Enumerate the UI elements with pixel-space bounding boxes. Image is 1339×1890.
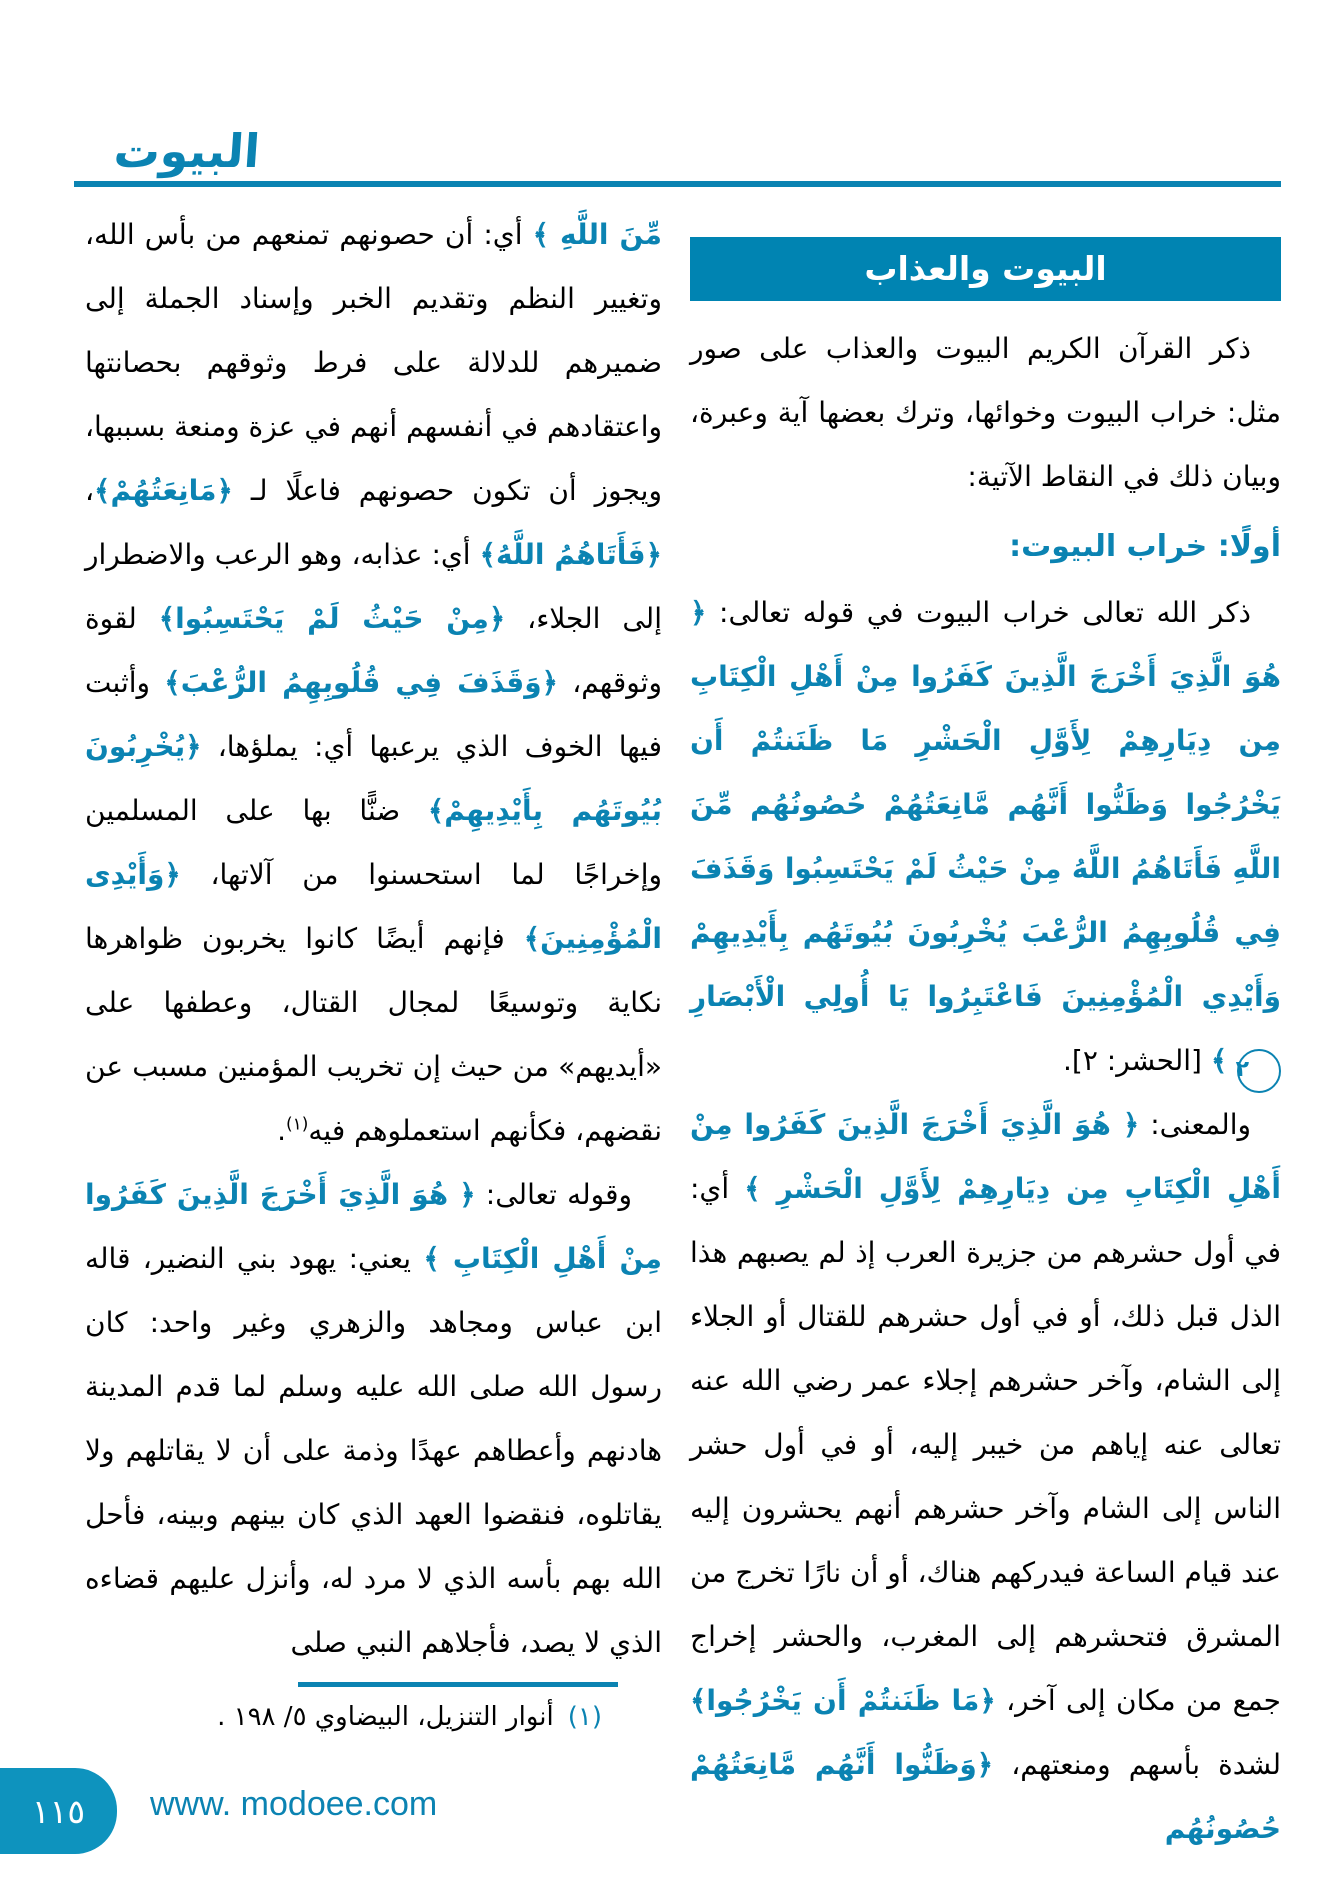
- quran-quote: مِّنَ اللَّهِ ﴾: [532, 218, 662, 251]
- quran-quote: ﴿ هُوَ الَّذِيَ أَخْرَجَ الَّذِينَ كَفَرُوا مِنْ أَهْلِ الْكِتَابِ ﴾: [85, 1178, 663, 1275]
- body-text: أي: أن حصونهم تمنعهم من بأس الله، وتغيير النظم وتقديم الخبر وإسناد الجملة إلى ضميرهم للدلالة على فرط وثوقهم بحصانتها واعتقادهم في أنفسهم أنهم في عزة ومنعة بسببها، ويجوز أن تكون حصونهم فاعلًا لـ: [85, 218, 662, 507]
- body-text: ذكر الله تعالى خراب البيوت في قوله تعالى:: [706, 596, 1251, 629]
- meaning-paragraph: [690, 1093, 1281, 1861]
- subheading-first: أولًا: خراب البيوت:: [1009, 529, 1281, 564]
- body-text: أي: في أول حشرهم من جزيرة العرب إذ لم يصبهم هذا الذل قبل ذلك، أو في أول حشرهم للقتال أو الجلاء إلى الشام، وآخر حشرهم إجلاء عمر رضي الله عنه تعالى عنه إياهم من خيبر إليه، أو في أول حشر الناس إلى الشام وآخر حشرهم أنهم يحشرون إليه عند قيام الساعة فيدركهم هناك، أو أن نارًا تخرج من المشرق فتحشرهم إلى المغرب، والحشر إخراج جمع من مكان إلى آخر،: [690, 1172, 1281, 1717]
- verse-reference: [الحشر: ٢].: [1062, 1044, 1211, 1077]
- website-url: www. modoee.com: [150, 1785, 438, 1823]
- footnote-area: [85, 1682, 662, 1737]
- body-text: لشدة بأسهم ومنعتهم،: [993, 1748, 1281, 1781]
- body-text: ضنًّا بها على المسلمين وإخراجًا لما استحسنوا من آلاتها،: [85, 794, 662, 891]
- quran-quote: ﴿ هُوَ الَّذِيَ أَخْرَجَ الَّذِينَ كَفَرُوا مِنْ أَهْلِ الْكِتَابِ مِن دِيَارِهِمْ لِأَوَّلِ الْحَشْرِ مَا ظَنَنتُمْ أَن يَخْرُجُوا وَظَنُّوا أَنَّهُم مَّانِعَتُهُمْ حُصُونُهُم مِّنَ اللَّهِ فَأَتَاهُمُ اللَّهُ مِنْ حَيْثُ لَمْ يَحْتَسِبُوا وَقَذَفَ فِي قُلُوبِهِمُ الرُّعْبَ يُخْرِبُونَ بُيُوتَهُم بِأَيْدِيهِمْ وَأَيْدِي الْمُؤْمِنِينَ فَاعْتَبِرُوا يَا أُولِي الْأَبْصَارِ: [690, 596, 1281, 1013]
- quran-close-bracket: ﴾: [1210, 1044, 1237, 1077]
- body-text: لقوة وثوقهم،: [85, 602, 662, 699]
- body-text: ،: [85, 474, 95, 507]
- page-header-title: البيوت: [112, 124, 262, 178]
- verse-paragraph: [690, 581, 1281, 1093]
- quran-quote: ﴿يُخْرِبُونَ بُيُوتَهُم بِأَيْدِيهِمْ﴾: [85, 730, 662, 827]
- quran-quote: ﴿مِنْ حَيْثُ لَمْ يَحْتَسِبُوا﴾: [158, 602, 506, 635]
- page-number-badge: ١١٥: [0, 1768, 117, 1854]
- quran-quote: ﴿وَأَيْدِى الْمُؤْمِنِينَ﴾: [85, 858, 662, 955]
- quran-quote: ﴿مَانِعَتُهُمْ﴾: [94, 474, 233, 507]
- header-divider: [74, 181, 1281, 187]
- quran-quote: ﴿فَأَتَاهُمُ اللَّهُ﴾: [479, 538, 662, 571]
- body-text: وقوله تعالى:: [475, 1178, 632, 1211]
- footnote-reference-marker: (١): [285, 1114, 309, 1135]
- left-column: [85, 203, 662, 1675]
- footnote-divider: [298, 1682, 618, 1687]
- quran-quote: ﴿وَظَنُّوا أَنَّهُم مَّانِعَتُهُمْ حُصُونُهُم: [690, 1748, 1281, 1845]
- commentary-paragraph: [85, 203, 662, 1163]
- section-title-box: البيوت والعذاب: [690, 237, 1281, 301]
- quran-quote: ﴿وَقَذَفَ فِي قُلُوبِهِمُ الرُّعْبَ﴾: [164, 666, 559, 699]
- body-text: أي: عذابه، وهو الرعب والاضطرار إلى الجلاء،: [85, 538, 662, 635]
- body-text: .: [277, 1114, 286, 1147]
- verse-number-medallion: ٢: [1237, 1049, 1281, 1093]
- right-column: [690, 237, 1281, 1861]
- body-text: وأثبت فيها الخوف الذي يرعبها أي: يملؤها،: [85, 666, 662, 763]
- footnote-citation: أنوار التنزيل، البيضاوي ٥/ ١٩٨ .: [217, 1702, 554, 1732]
- footnote-text: [85, 1697, 662, 1737]
- intro-paragraph: ذكر القرآن الكريم البيوت والعذاب على صور مثل: خراب البيوت وخوائها، وترك بعضها آية وعبرة، وبيان ذلك في النقاط الآتية:: [690, 332, 1281, 493]
- body-text: يعني: يهود بني النضير، قاله ابن عباس ومجاهد والزهري وغير واحد: كان رسول الله صلى الله عليه وسلم لما قدم المدينة هادنهم وأعطاهم عهدًا وذمة على أن لا يقاتلهم ولا يقاتلوه، فنقضوا العهد الذي كان بينهم وبينه، فأحل الله بهم بأسه الذي لا مرد له، وأنزل عليهم قضاءه الذي لا يصد، فأجلاهم النبي صلى: [85, 1242, 662, 1659]
- quran-quote: ﴿ هُوَ الَّذِيَ أَخْرَجَ الَّذِينَ كَفَرُوا مِنْ أَهْلِ الْكِتَابِ مِن دِيَارِهِمْ لِأَوَّلِ الْحَشْرِ ﴾: [690, 1108, 1281, 1205]
- quote-paragraph: [85, 1163, 662, 1675]
- body-text: والمعنى:: [1139, 1108, 1251, 1141]
- quran-quote: ﴿مَا ظَنَنتُمْ أَن يَخْرُجُوا﴾: [690, 1684, 996, 1717]
- body-text: فإنهم أيضًا كانوا يخربون ظواهرها نكاية وتوسيعًا لمجال القتال، وعطفها على «أيديهم» من حيث إن تخريب المؤمنين مسبب عن نقضهم، فكأنهم استعملوهم فيه: [85, 922, 662, 1147]
- footnote-number: (١): [567, 1702, 602, 1732]
